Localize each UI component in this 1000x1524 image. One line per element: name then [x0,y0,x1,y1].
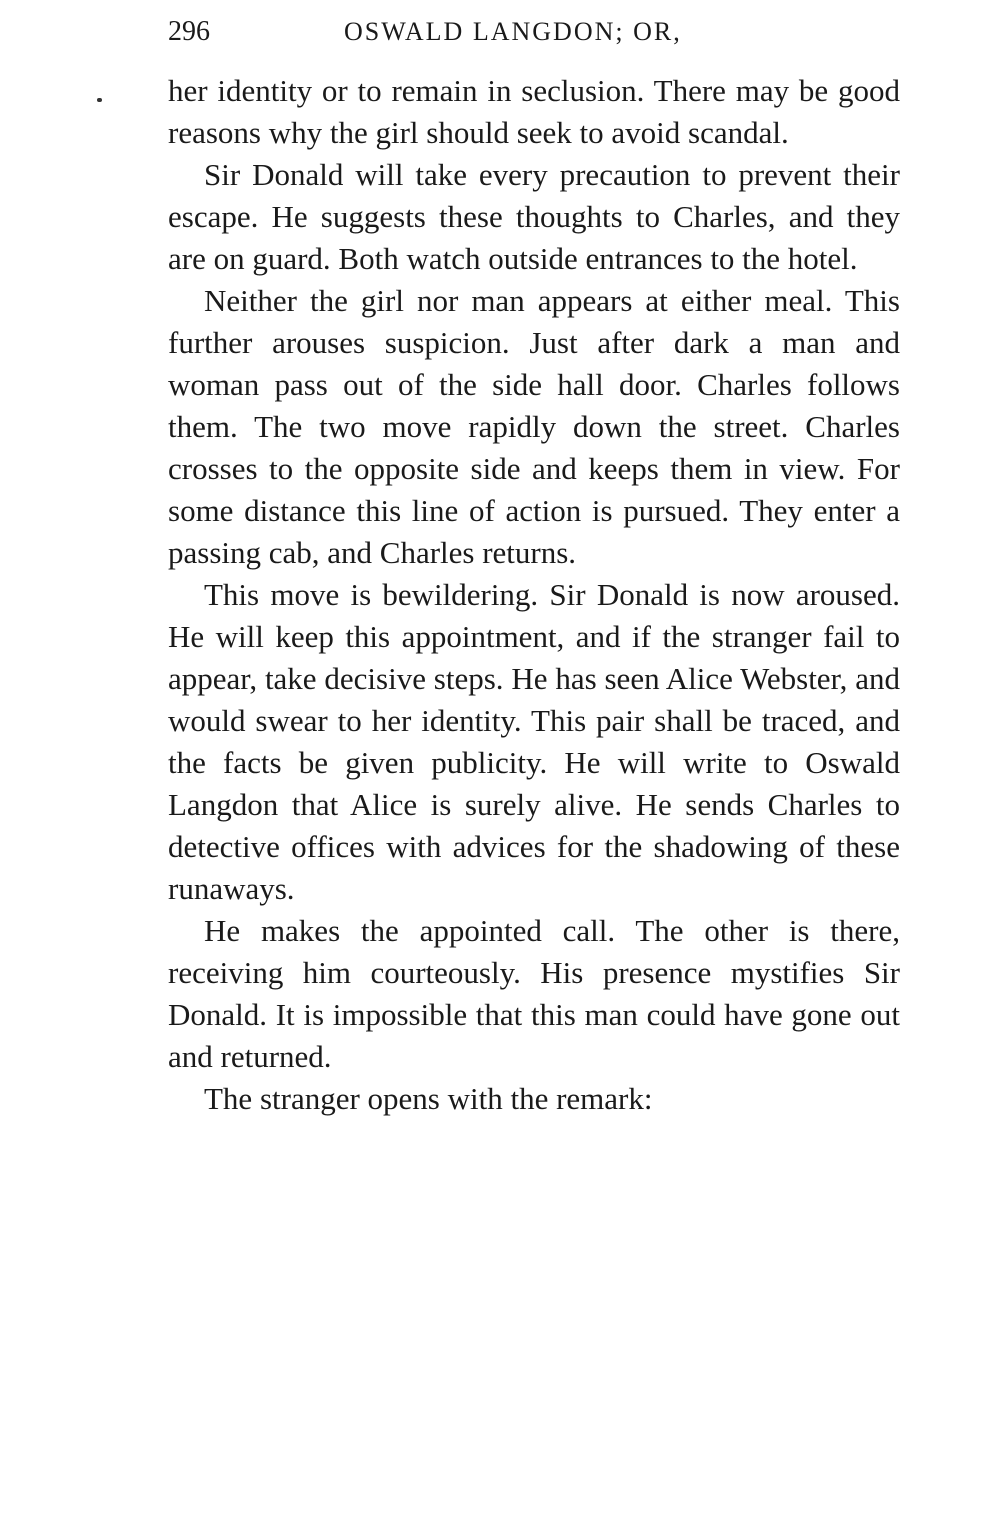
paragraph-2: Sir Donald will take every precaution to prevent their escape. He suggests these thoughts to Charles, and they are on guard. Both watch outside entrances to the hotel. [168,157,900,276]
body-text [168,70,900,1120]
paragraph-5: He makes the appointed call. The other is there, receiving him courteously. His presence mystifies Sir Donald. It is impossible that this man could have gone out and returned. [168,913,900,1074]
running-head [168,12,900,56]
stray-ink-mark [97,98,102,102]
page-number: 296 [168,16,210,47]
paragraph-4: This move is bewildering. Sir Donald is now aroused. He will keep this appointment, and if the stranger fail to appear, take decisive steps. He has seen Alice Webster, and would swear to her identity. This pair shall be traced, and the facts be given publicity. He will write to Oswald Langdon that Alice is surely alive. He sends Charles to detective offices with advices for the shadowing of these runaways. [168,577,900,906]
paragraph-6: The stranger opens with the remark: [204,1081,653,1116]
running-title: OSWALD LANGDON; OR, [344,17,682,46]
paragraph-3: Neither the girl nor man appears at either meal. This further arouses suspicion. Just after dark a man and woman pass out of the side hall door. Charles follows them. The two move rapidly down the street. Charles crosses to the opposite side and keeps them in view. For some distance this line of action is pursued. They enter a passing cab, and Charles returns. [168,283,900,570]
paragraph-1: her identity or to remain in seclusion. There may be good reasons why the girl should seek to avoid scandal. [168,73,900,150]
